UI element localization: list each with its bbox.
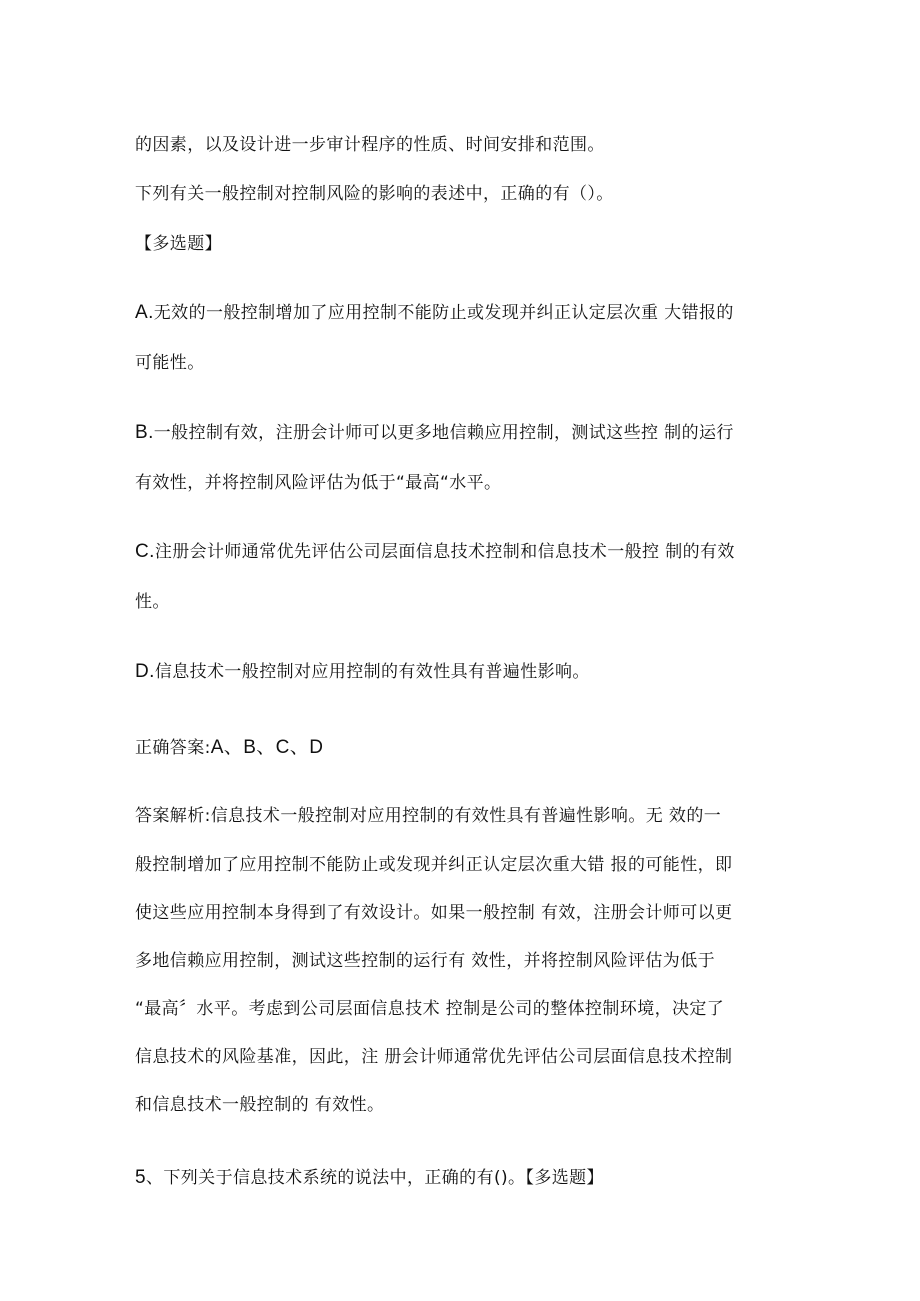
correct-answer-value: A、B、C、D bbox=[210, 737, 324, 758]
option-c-letter: C. bbox=[135, 541, 155, 562]
option-c-text: 注册会计师通常优先评估公司层面信息技术控制和信息技术一般控 制的有效 bbox=[154, 542, 735, 562]
analysis-line-3: 使这些应用控制本身得到了有效设计。如果一般控制 有效，注册会计师可以更 bbox=[135, 903, 733, 923]
analysis-line-4: 多地信赖应用控制，测试这些控制的运行有 效性，并将控制风险评估为低于 bbox=[135, 951, 716, 971]
option-d-letter: D. bbox=[135, 661, 155, 682]
next-question-text: 、下列关于信息技术系统的说法中，正确的有()。【多选题】 bbox=[145, 1168, 604, 1188]
next-question bbox=[135, 1166, 604, 1190]
option-c-line-1 bbox=[135, 540, 735, 564]
option-a-letter: A. bbox=[135, 302, 154, 323]
analysis-line-1: 答案解析:信息技术一般控制对应用控制的有效性具有普遍性影响。无 效的一 bbox=[135, 806, 722, 826]
analysis-line-2: 般控制增加了应用控制不能防止或发现并纠正认定层次重大错 报的可能性，即 bbox=[135, 855, 733, 875]
question-stem: 下列有关一般控制对控制风险的影响的表述中，正确的有（）。 bbox=[135, 184, 614, 204]
option-d-text: 信息技术一般控制对应用控制的有效性具有普遍性影响。 bbox=[154, 662, 590, 682]
option-b-line-1 bbox=[135, 421, 734, 445]
option-b-text: 一般控制有效，注册会计师可以更多地信赖应用控制，测试这些控 制的运行 bbox=[153, 423, 734, 443]
option-a-line-2: 可能性。 bbox=[135, 353, 205, 373]
next-question-number: 5 bbox=[135, 1167, 146, 1188]
option-c-line-2: 性。 bbox=[135, 592, 170, 612]
option-a-line-1 bbox=[135, 301, 734, 325]
option-b-letter: B. bbox=[135, 422, 154, 443]
analysis-line-7: 和信息技术一般控制的 有效性。 bbox=[135, 1095, 385, 1115]
correct-answer-label: 正确答案: bbox=[135, 738, 211, 758]
correct-answer bbox=[135, 736, 323, 760]
option-a-text: 无效的一般控制增加了应用控制不能防止或发现并纠正认定层次重 大错报的 bbox=[153, 303, 734, 323]
option-d-line-1 bbox=[135, 660, 590, 684]
analysis-line-5: “最高〞水平。考虑到公司层面信息技术 控制是公司的整体控制环境，决定了 bbox=[135, 999, 725, 1019]
intro-line-1: 的因素，以及设计进一步审计程序的性质、时间安排和范围。 bbox=[135, 135, 605, 155]
question-type-tag: 【多选题】 bbox=[135, 234, 222, 254]
option-b-line-2: 有效性，并将控制风险评估为低于“最高“水平。 bbox=[135, 473, 502, 493]
analysis-line-6: 信息技术的风险基准，因此，注 册会计师通常优先评估公司层面信息技术控制 bbox=[135, 1047, 733, 1067]
